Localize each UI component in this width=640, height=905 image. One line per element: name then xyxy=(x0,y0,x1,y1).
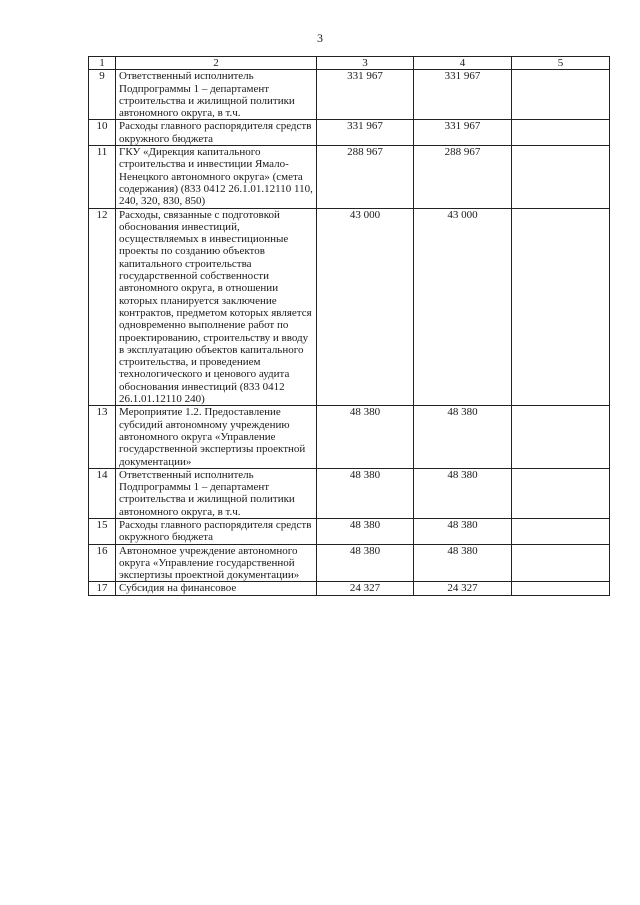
row-description: Субсидия на финансовое xyxy=(116,582,317,595)
cell-value-col5 xyxy=(512,518,610,544)
cell-value-col4: 43 000 xyxy=(414,208,512,406)
row-number: 9 xyxy=(89,70,116,120)
cell-value-col5 xyxy=(512,582,610,595)
cell-value-col3: 331 967 xyxy=(317,70,414,120)
row-number: 17 xyxy=(89,582,116,595)
cell-value-col3: 331 967 xyxy=(317,120,414,146)
column-header: 5 xyxy=(512,57,610,70)
cell-value-col4: 24 327 xyxy=(414,582,512,595)
cell-value-col3: 43 000 xyxy=(317,208,414,406)
table-row xyxy=(89,208,610,406)
table-row xyxy=(89,70,610,120)
table-row xyxy=(89,406,610,468)
row-description: Ответственный исполнитель Подпрограммы 1 – департамент строительства и жилищной политики автономного округа, в т.ч. xyxy=(116,70,317,120)
table-row xyxy=(89,518,610,544)
cell-value-col3: 288 967 xyxy=(317,146,414,208)
cell-value-col4: 48 380 xyxy=(414,406,512,468)
cell-value-col5 xyxy=(512,468,610,518)
table-row xyxy=(89,582,610,595)
budget-table xyxy=(88,56,610,596)
cell-value-col3: 24 327 xyxy=(317,582,414,595)
table-row xyxy=(89,146,610,208)
cell-value-col4: 48 380 xyxy=(414,468,512,518)
row-description: ГКУ «Дирекция капитального строительства и инвестиции Ямало-Ненецкого автономного округа» (смета содержания) (833 0412 26.1.01.12110 110, 240, 320, 830, 850) xyxy=(116,146,317,208)
cell-value-col3: 48 380 xyxy=(317,406,414,468)
row-number: 12 xyxy=(89,208,116,406)
cell-value-col4: 48 380 xyxy=(414,544,512,582)
cell-value-col3: 48 380 xyxy=(317,518,414,544)
cell-value-col4: 331 967 xyxy=(414,120,512,146)
cell-value-col4: 48 380 xyxy=(414,518,512,544)
row-description: Мероприятие 1.2. Предоставление субсидий автономному учреждению автономного округа «Управление государственной экспертизы проектной документации» xyxy=(116,406,317,468)
row-number: 14 xyxy=(89,468,116,518)
row-description: Автономное учреждение автономного округа «Управление государственной экспертизы проектной документации» xyxy=(116,544,317,582)
table-row xyxy=(89,544,610,582)
cell-value-col3: 48 380 xyxy=(317,468,414,518)
column-header: 1 xyxy=(89,57,116,70)
column-header: 3 xyxy=(317,57,414,70)
cell-value-col5 xyxy=(512,70,610,120)
page-number: 3 xyxy=(317,31,323,45)
row-description: Расходы, связанные с подготовкой обоснования инвестиций, осуществляемых в инвестиционные проекты по созданию объектов капитального строительства государственной собственности автономного округа, в отношении которых планируется заключение контрактов, предметом которых является одновременно выполнение работ по проектированию, строительству и вводу в эксплуатацию объектов капитального строительства, и проведением технологического и ценового аудита обоснования инвестиций (833 0412 26.1.01.12110 240) xyxy=(116,208,317,406)
cell-value-col4: 331 967 xyxy=(414,70,512,120)
table-row xyxy=(89,468,610,518)
row-description: Ответственный исполнитель Подпрограммы 1 – департамент строительства и жилищной политики автономного округа, в т.ч. xyxy=(116,468,317,518)
cell-value-col5 xyxy=(512,208,610,406)
table-row xyxy=(89,120,610,146)
row-description: Расходы главного распорядителя средств окружного бюджета xyxy=(116,518,317,544)
cell-value-col5 xyxy=(512,544,610,582)
cell-value-col5 xyxy=(512,120,610,146)
column-header: 2 xyxy=(116,57,317,70)
row-description: Расходы главного распорядителя средств окружного бюджета xyxy=(116,120,317,146)
cell-value-col5 xyxy=(512,406,610,468)
cell-value-col3: 48 380 xyxy=(317,544,414,582)
table-header-row xyxy=(89,57,610,70)
row-number: 16 xyxy=(89,544,116,582)
column-header: 4 xyxy=(414,57,512,70)
row-number: 13 xyxy=(89,406,116,468)
row-number: 15 xyxy=(89,518,116,544)
cell-value-col5 xyxy=(512,146,610,208)
row-number: 10 xyxy=(89,120,116,146)
cell-value-col4: 288 967 xyxy=(414,146,512,208)
row-number: 11 xyxy=(89,146,116,208)
